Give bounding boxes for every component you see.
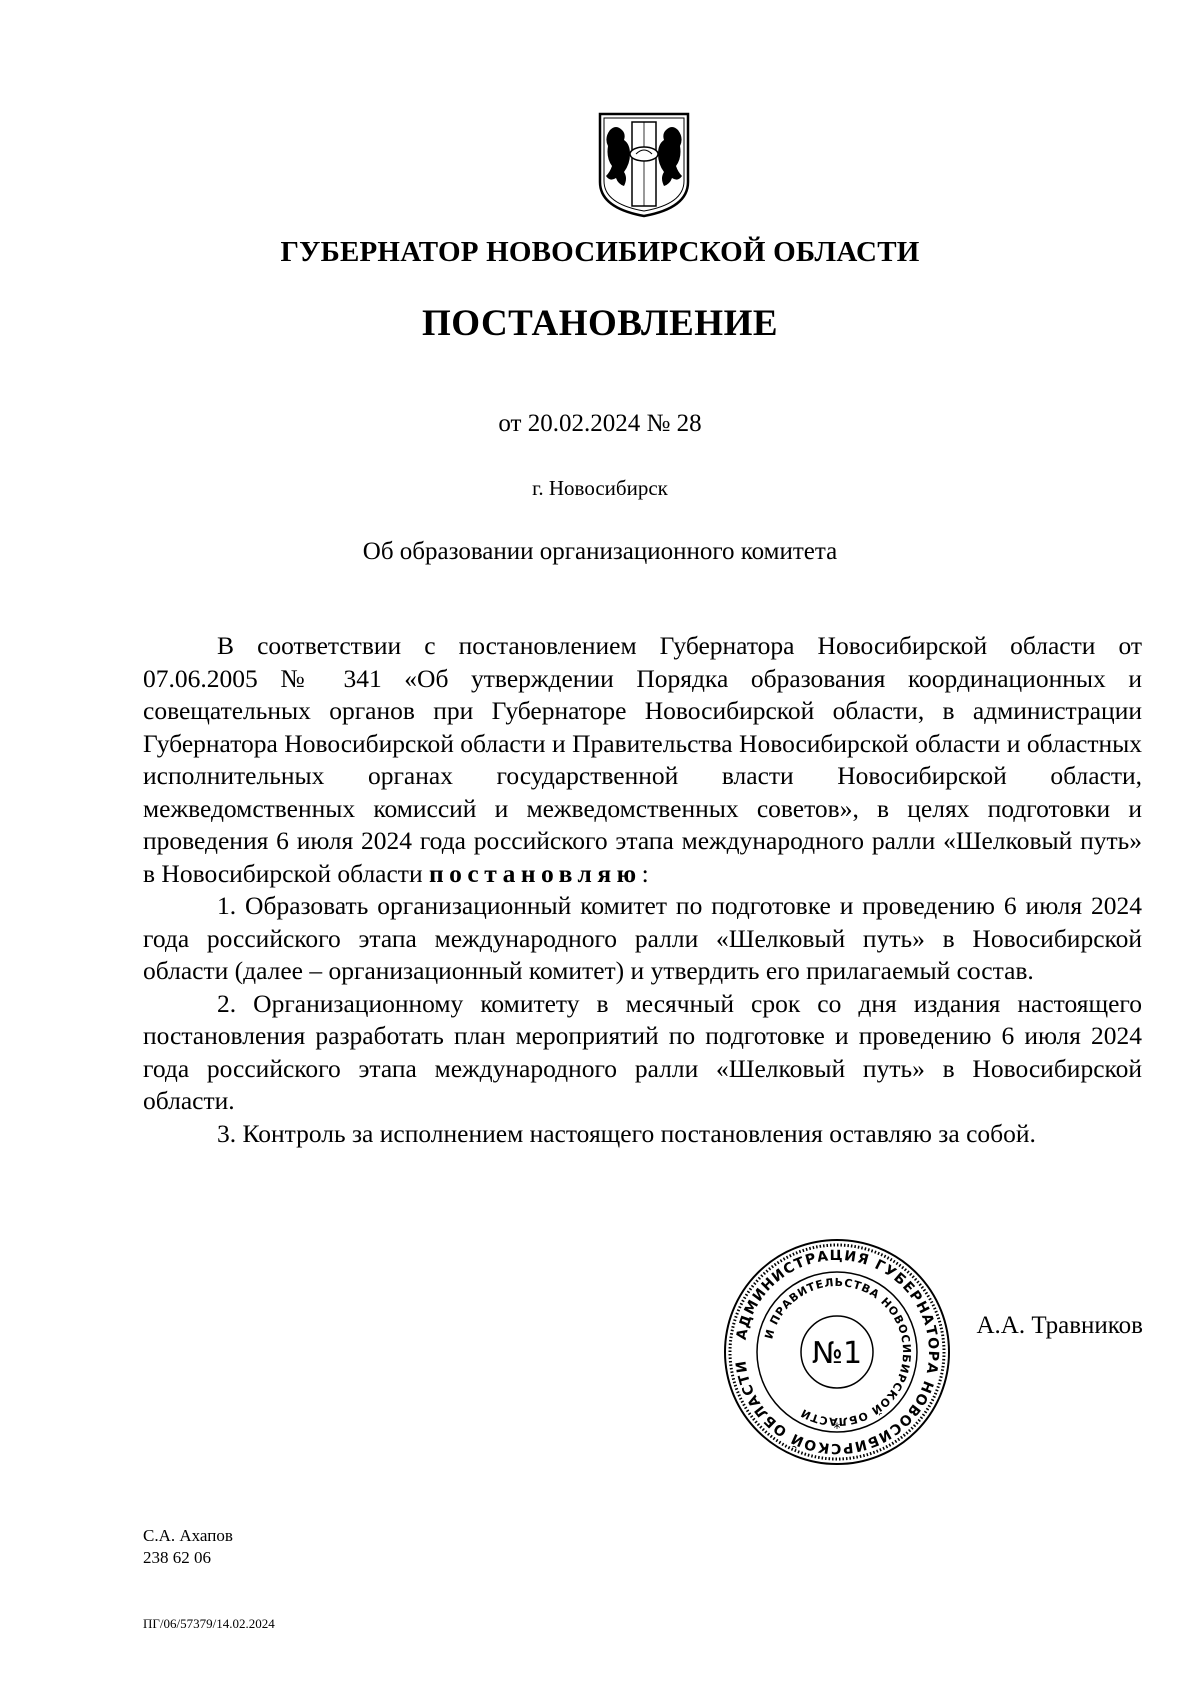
executor-phone: 238 62 06 (143, 1548, 211, 1567)
official-seal-stamp (722, 1237, 952, 1467)
stamp-inner-text: И ПРАВИТЕЛЬСТВА НОВОСИБИРСКОЙ ОБЛАСТИ (762, 1275, 914, 1429)
document-body (143, 630, 1142, 1150)
document-type-heading: ПОСТАНОВЛЕНИЕ (421, 303, 779, 344)
resolve-suffix: : (641, 858, 649, 888)
stamp-outer-text: АДМИНИСТРАЦИЯ ГУБЕРНАТОРА НОВОСИБИРСКОЙ ОБЛАСТИ (733, 1247, 942, 1457)
registration-code: ПГ/06/57379/14.02.2024 (143, 1616, 275, 1631)
signatory-name: А.А. Травников (976, 1312, 1143, 1339)
svg-text:*: * (833, 1421, 841, 1437)
resolve-word: постановляю (428, 858, 642, 888)
executor-info (143, 1525, 233, 1569)
list-item: 1. Образовать организационный комитет по подготовке и проведению 6 июля 2024 года российского этапа международного ралли «Шелковый путь» в Новосибирской области (далее – организационный комитет) и утвердить его прилагаемый состав. (143, 891, 1142, 985)
organization-title: ГУБЕРНАТОР НОВОСИБИРСКОЙ ОБЛАСТИ (280, 236, 920, 268)
list-item: 2. Организационному комитету в месячный срок со дня издания настоящего постановления разработать план мероприятий по подготовке и проведению 6 июля 2024 года российского этапа международного ралли «Шелковый путь» в Новосибирской области. (143, 988, 1142, 1115)
preamble-text: В соответствии с постановлением Губернатора Новосибирской области от 07.06.2005 № 341 «Об утверждении Порядка образования координационных и совещательных органов при Губернаторе Новосибирской области, в администрации Губернатора Новосибирской области и Правительства Новосибирской области и областных исполнительных органах государственной власти Новосибирской области, межведомственных комиссий и межведомственных советов», в целях подготовки и проведения 6 июля 2024 года российского этапа международного ралли «Шелковый путь» в Новосибирской области (143, 631, 1142, 888)
stamp-number: №1 (811, 1336, 863, 1371)
list-item: 3. Контроль за исполнением настоящего постановления оставляю за собой. (217, 1118, 1036, 1148)
executor-name: С.А. Ахапов (143, 1526, 233, 1545)
document-subject: Об образовании организационного комитета (362, 538, 838, 565)
document-city: г. Новосибирск (532, 476, 668, 500)
coat-of-arms-emblem (596, 110, 692, 220)
preamble-paragraph (143, 630, 1142, 890)
document-date-number: от 20.02.2024 № 28 (498, 410, 702, 437)
